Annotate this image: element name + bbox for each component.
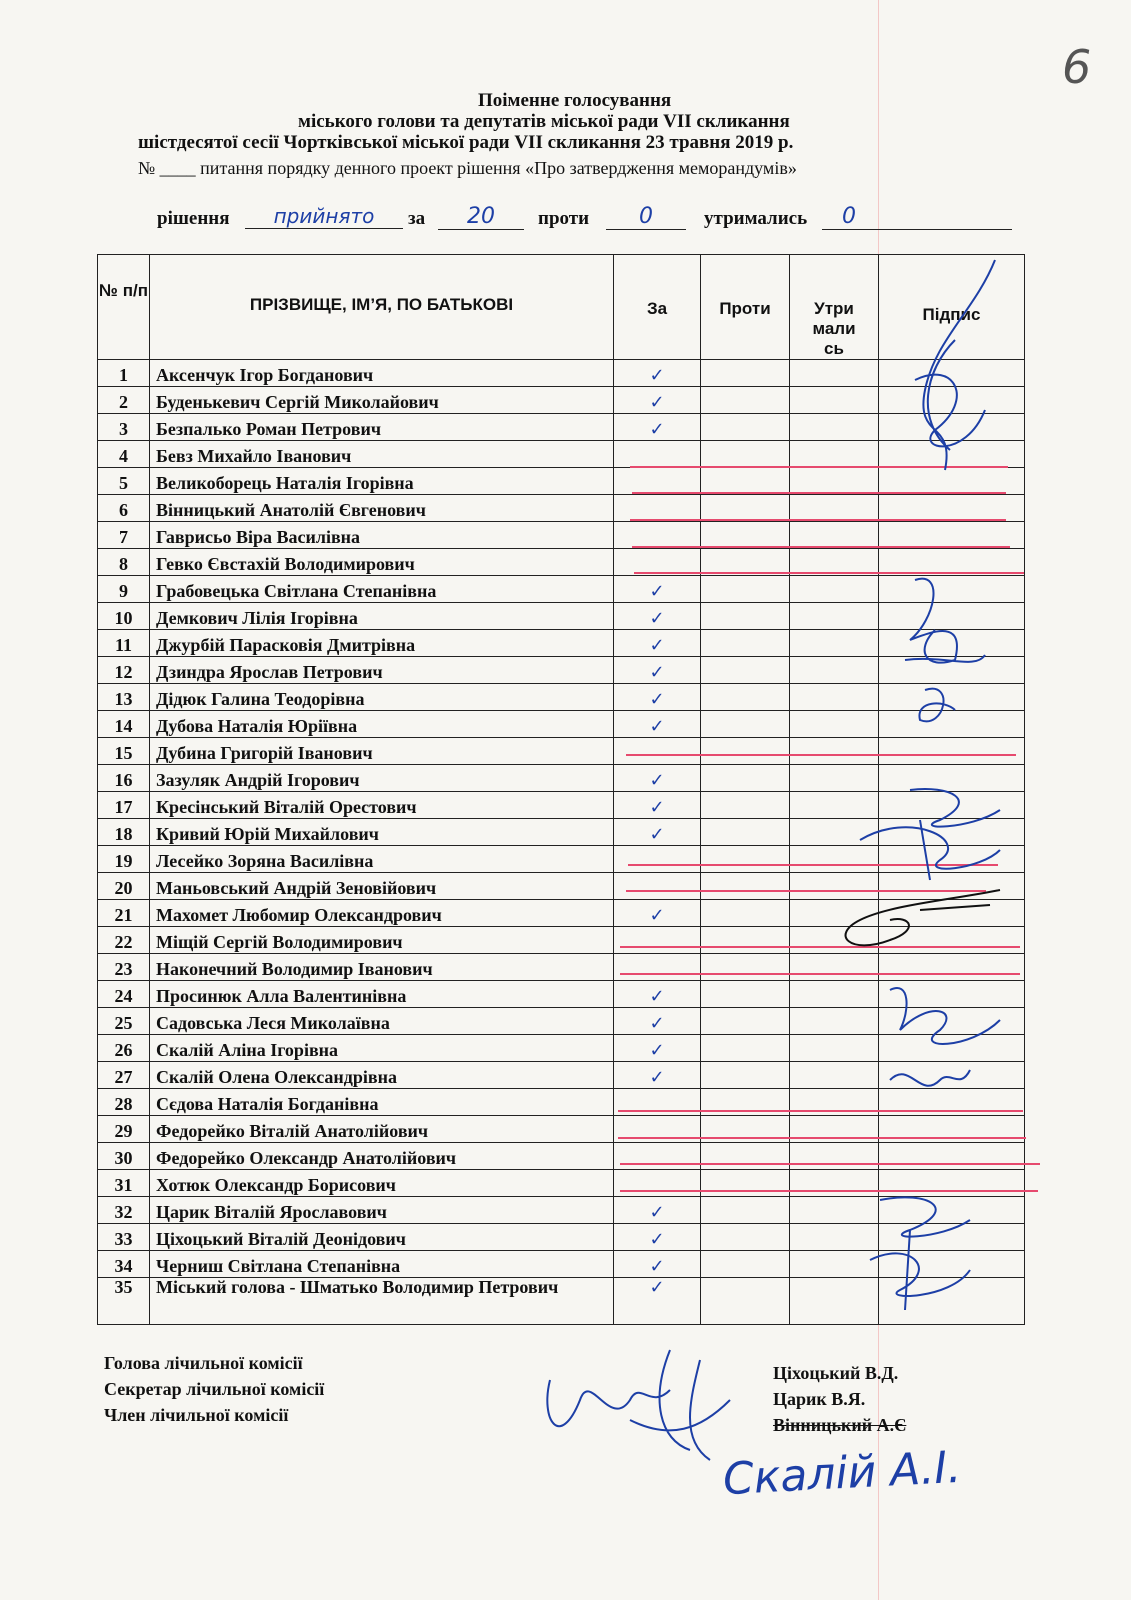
row-number: 23 bbox=[98, 954, 150, 981]
vote-against-cell bbox=[701, 819, 790, 846]
vote-for-mark: ✓ bbox=[614, 1008, 701, 1035]
table-row bbox=[98, 657, 1025, 684]
vote-against-cell bbox=[701, 900, 790, 927]
commission-names bbox=[773, 1360, 906, 1438]
vote-against-cell bbox=[701, 1035, 790, 1062]
row-number: 27 bbox=[98, 1062, 150, 1089]
signature-scribble bbox=[870, 970, 1020, 1110]
row-number: 8 bbox=[98, 549, 150, 576]
deputy-name: Великоборець Наталія Ігорівна bbox=[150, 468, 614, 495]
header-signature: Підпис bbox=[879, 255, 1025, 360]
vote-abstain-cell bbox=[790, 711, 879, 738]
header-against: Проти bbox=[701, 255, 790, 360]
vote-against-cell bbox=[701, 522, 790, 549]
deputy-name: Ціхоцький Віталій Деонідович bbox=[150, 1224, 614, 1251]
vote-abstain-cell bbox=[790, 387, 879, 414]
vote-abstain-cell bbox=[790, 603, 879, 630]
title-line-3: шістдесятої сесії Чортківської міської ради VII скликання 23 травня 2019 р. bbox=[138, 132, 794, 153]
header-name: ПРІЗВИЩЕ, ІМ’Я, ПО БАТЬКОВІ bbox=[150, 255, 614, 360]
deputy-name: Гевко Євстахій Володимирович bbox=[150, 549, 614, 576]
title-line-2: міського голови та депутатів міської ради VII скликання bbox=[298, 111, 790, 132]
vote-against-cell bbox=[701, 873, 790, 900]
vote-for-mark bbox=[614, 927, 701, 954]
vote-against-cell bbox=[701, 468, 790, 495]
deputy-name: Лесейко Зоряна Василівна bbox=[150, 846, 614, 873]
vote-against-cell bbox=[701, 495, 790, 522]
row-number: 31 bbox=[98, 1170, 150, 1197]
table-row bbox=[98, 387, 1025, 414]
header-abstain: Утримались bbox=[790, 255, 879, 360]
signature-cell bbox=[879, 1143, 1025, 1170]
deputy-name: Дідюк Галина Теодорівна bbox=[150, 684, 614, 711]
vote-against-cell bbox=[701, 1251, 790, 1278]
deputy-name: Черниш Світлана Степанівна bbox=[150, 1251, 614, 1278]
vote-for-mark bbox=[614, 468, 701, 495]
vote-abstain-cell bbox=[790, 1035, 879, 1062]
deputy-name: Кресінський Віталій Орестович bbox=[150, 792, 614, 819]
row-number: 17 bbox=[98, 792, 150, 819]
vote-for-mark: ✓ bbox=[614, 576, 701, 603]
vote-for-mark: ✓ bbox=[614, 657, 701, 684]
row-number: 35 bbox=[98, 1278, 150, 1325]
vote-for-mark bbox=[614, 873, 701, 900]
table-row bbox=[98, 468, 1025, 495]
vote-for-mark: ✓ bbox=[614, 981, 701, 1008]
table-row bbox=[98, 630, 1025, 657]
signature-scribble bbox=[850, 780, 1010, 890]
deputy-name: Маньовський Андрій Зеновійович bbox=[150, 873, 614, 900]
vote-against-cell bbox=[701, 981, 790, 1008]
vote-abstain-cell bbox=[790, 414, 879, 441]
vote-for-mark bbox=[614, 846, 701, 873]
decision-label: рішення bbox=[157, 208, 230, 229]
vote-against-cell bbox=[701, 1170, 790, 1197]
signature-scribble bbox=[895, 560, 1005, 760]
strike-line bbox=[618, 1137, 1026, 1139]
header-num: № п/п bbox=[98, 255, 150, 360]
row-number: 30 bbox=[98, 1143, 150, 1170]
vote-for-mark: ✓ bbox=[614, 1062, 701, 1089]
deputy-name: Просинюк Алла Валентинівна bbox=[150, 981, 614, 1008]
deputy-name: Скалій Олена Олександрівна bbox=[150, 1062, 614, 1089]
deputy-name: Садовська Леся Миколаївна bbox=[150, 1008, 614, 1035]
header-for: За bbox=[614, 255, 701, 360]
for-label: за bbox=[408, 208, 426, 229]
vote-for-mark: ✓ bbox=[614, 684, 701, 711]
deputy-name: Кривий Юрій Михайлович bbox=[150, 819, 614, 846]
vote-for-mark: ✓ bbox=[614, 1224, 701, 1251]
row-number: 19 bbox=[98, 846, 150, 873]
deputy-name: Махомет Любомир Олександрович bbox=[150, 900, 614, 927]
deputy-name: Федорейко Олександр Анатолійович bbox=[150, 1143, 614, 1170]
deputy-name: Міський голова - Шматько Володимир Петрович bbox=[150, 1278, 614, 1325]
vote-abstain-cell bbox=[790, 657, 879, 684]
vote-against-cell bbox=[701, 576, 790, 603]
row-number: 7 bbox=[98, 522, 150, 549]
row-number: 15 bbox=[98, 738, 150, 765]
row-number: 6 bbox=[98, 495, 150, 522]
name-chairman: Ціхоцький В.Д. bbox=[773, 1363, 899, 1383]
signature-cell bbox=[879, 522, 1025, 549]
deputy-name: Буденькевич Сергій Миколайович bbox=[150, 387, 614, 414]
vote-abstain-cell bbox=[790, 630, 879, 657]
table-row bbox=[98, 360, 1025, 387]
row-number: 22 bbox=[98, 927, 150, 954]
vote-against-cell bbox=[701, 954, 790, 981]
abstain-count: 0 bbox=[822, 204, 1012, 230]
row-number: 13 bbox=[98, 684, 150, 711]
row-number: 28 bbox=[98, 1089, 150, 1116]
row-number: 3 bbox=[98, 414, 150, 441]
deputy-name: Аксенчук Ігор Богданович bbox=[150, 360, 614, 387]
table-row bbox=[98, 576, 1025, 603]
row-number: 33 bbox=[98, 1224, 150, 1251]
deputy-name: Безпалько Роман Петрович bbox=[150, 414, 614, 441]
row-number: 32 bbox=[98, 1197, 150, 1224]
vote-abstain-cell bbox=[790, 1062, 879, 1089]
vote-for-mark: ✓ bbox=[614, 765, 701, 792]
deputy-name: Міщій Сергій Володимирович bbox=[150, 927, 614, 954]
against-count: 0 bbox=[606, 204, 686, 230]
vote-abstain-cell bbox=[790, 360, 879, 387]
table-header-row bbox=[98, 255, 1025, 360]
vote-for-mark bbox=[614, 495, 701, 522]
row-number: 25 bbox=[98, 1008, 150, 1035]
row-number: 21 bbox=[98, 900, 150, 927]
row-number: 11 bbox=[98, 630, 150, 657]
deputy-name: Царик Віталій Ярославович bbox=[150, 1197, 614, 1224]
row-number: 5 bbox=[98, 468, 150, 495]
document-title: Поіменне голосування bbox=[478, 90, 672, 111]
signature-scribble bbox=[530, 1340, 750, 1470]
strike-line bbox=[620, 1163, 1040, 1165]
deputy-name: Вінницький Анатолій Євгенович bbox=[150, 495, 614, 522]
vote-abstain-cell bbox=[790, 684, 879, 711]
vote-against-cell bbox=[701, 441, 790, 468]
role-member: Член лічильної комісії bbox=[104, 1405, 289, 1425]
row-number: 1 bbox=[98, 360, 150, 387]
vote-against-cell bbox=[701, 1278, 790, 1325]
vote-for-mark bbox=[614, 441, 701, 468]
signature-scribble bbox=[830, 880, 1010, 960]
deputy-name: Бевз Михайло Іванович bbox=[150, 441, 614, 468]
deputy-name: Дубова Наталія Юріївна bbox=[150, 711, 614, 738]
name-member: Вінницький А.Є bbox=[773, 1415, 907, 1435]
deputy-name: Зазуляк Андрій Ігорович bbox=[150, 765, 614, 792]
agenda-item-line: № ____ питання порядку денного проект рішення «Про затвердження меморандумів» bbox=[138, 158, 797, 178]
row-number: 26 bbox=[98, 1035, 150, 1062]
row-number: 4 bbox=[98, 441, 150, 468]
row-number: 20 bbox=[98, 873, 150, 900]
table-row bbox=[98, 711, 1025, 738]
vote-against-cell bbox=[701, 414, 790, 441]
deputy-name: Дзиндра Ярослав Петрович bbox=[150, 657, 614, 684]
deputy-name: Федорейко Віталій Анатолійович bbox=[150, 1116, 614, 1143]
vote-against-cell bbox=[701, 1143, 790, 1170]
row-number: 10 bbox=[98, 603, 150, 630]
vote-abstain-cell bbox=[790, 576, 879, 603]
name-secretary: Царик В.Я. bbox=[773, 1389, 866, 1409]
table-row bbox=[98, 1143, 1025, 1170]
strike-line bbox=[632, 546, 1010, 548]
vote-against-cell bbox=[701, 1008, 790, 1035]
vote-against-cell bbox=[701, 738, 790, 765]
table-row bbox=[98, 738, 1025, 765]
vote-abstain-cell bbox=[790, 981, 879, 1008]
vote-for-mark bbox=[614, 738, 701, 765]
deputy-name: Скалій Аліна Ігорівна bbox=[150, 1035, 614, 1062]
row-number: 16 bbox=[98, 765, 150, 792]
vote-for-mark: ✓ bbox=[614, 630, 701, 657]
deputy-name: Наконечний Володимир Іванович bbox=[150, 954, 614, 981]
table-row bbox=[98, 414, 1025, 441]
deputy-name: Дубина Григорій Іванович bbox=[150, 738, 614, 765]
vote-abstain-cell bbox=[790, 1008, 879, 1035]
deputy-name: Сєдова Наталія Богданівна bbox=[150, 1089, 614, 1116]
vote-for-mark: ✓ bbox=[614, 819, 701, 846]
vote-abstain-cell bbox=[790, 738, 879, 765]
vote-for-mark: ✓ bbox=[614, 414, 701, 441]
vote-against-cell bbox=[701, 765, 790, 792]
against-label: проти bbox=[538, 208, 590, 229]
page-number: 6 bbox=[1062, 40, 1092, 94]
row-number: 24 bbox=[98, 981, 150, 1008]
vote-for-mark bbox=[614, 954, 701, 981]
vote-against-cell bbox=[701, 1224, 790, 1251]
vote-against-cell bbox=[701, 603, 790, 630]
commission-roles bbox=[104, 1350, 324, 1428]
row-number: 9 bbox=[98, 576, 150, 603]
strike-line bbox=[618, 1110, 1023, 1112]
handwritten-member-name: Скалій А.І. bbox=[721, 1441, 963, 1506]
row-number: 12 bbox=[98, 657, 150, 684]
deputy-name: Грабовецька Світлана Степанівна bbox=[150, 576, 614, 603]
vote-for-mark: ✓ bbox=[614, 900, 701, 927]
vote-against-cell bbox=[701, 360, 790, 387]
table-row bbox=[98, 495, 1025, 522]
deputy-name: Демкович Лілія Ігорівна bbox=[150, 603, 614, 630]
vote-abstain-cell bbox=[790, 495, 879, 522]
table-row bbox=[98, 441, 1025, 468]
vote-for-mark: ✓ bbox=[614, 1278, 701, 1325]
vote-for-mark: ✓ bbox=[614, 1251, 701, 1278]
vote-against-cell bbox=[701, 1062, 790, 1089]
vote-against-cell bbox=[701, 792, 790, 819]
vote-for-mark: ✓ bbox=[614, 387, 701, 414]
vote-abstain-cell bbox=[790, 441, 879, 468]
vote-for-mark: ✓ bbox=[614, 603, 701, 630]
role-secretary: Секретар лічильної комісії bbox=[104, 1379, 325, 1399]
vote-against-cell bbox=[701, 387, 790, 414]
vote-for-mark: ✓ bbox=[614, 1035, 701, 1062]
table-row bbox=[98, 603, 1025, 630]
vote-for-mark: ✓ bbox=[614, 1197, 701, 1224]
row-number: 29 bbox=[98, 1116, 150, 1143]
signature-scribble bbox=[850, 1180, 990, 1320]
strike-line bbox=[630, 519, 1006, 521]
vote-against-cell bbox=[701, 1197, 790, 1224]
vote-against-cell bbox=[701, 711, 790, 738]
table-row bbox=[98, 684, 1025, 711]
deputy-name: Гаврисьо Віра Василівна bbox=[150, 522, 614, 549]
vote-abstain-cell bbox=[790, 522, 879, 549]
vote-abstain-cell bbox=[790, 468, 879, 495]
decision-value: прийнято bbox=[245, 204, 403, 229]
deputy-name: Хотюк Олександр Борисович bbox=[150, 1170, 614, 1197]
row-number: 34 bbox=[98, 1251, 150, 1278]
vote-against-cell bbox=[701, 846, 790, 873]
vote-for-mark bbox=[614, 1170, 701, 1197]
row-number: 2 bbox=[98, 387, 150, 414]
vote-against-cell bbox=[701, 657, 790, 684]
vote-against-cell bbox=[701, 630, 790, 657]
row-number: 18 bbox=[98, 819, 150, 846]
role-chairman: Голова лічильної комісії bbox=[104, 1353, 303, 1373]
vote-abstain-cell bbox=[790, 1143, 879, 1170]
table-row bbox=[98, 522, 1025, 549]
vote-for-mark: ✓ bbox=[614, 792, 701, 819]
deputy-name: Джурбій Парасковія Дмитрівна bbox=[150, 630, 614, 657]
vote-against-cell bbox=[701, 684, 790, 711]
vote-for-mark bbox=[614, 1143, 701, 1170]
vote-for-mark: ✓ bbox=[614, 360, 701, 387]
vote-against-cell bbox=[701, 927, 790, 954]
row-number: 14 bbox=[98, 711, 150, 738]
abstain-label: утримались bbox=[704, 208, 808, 229]
signature-scribble bbox=[895, 250, 1015, 500]
vote-for-mark bbox=[614, 522, 701, 549]
vote-for-mark: ✓ bbox=[614, 711, 701, 738]
for-count: 20 bbox=[438, 204, 524, 230]
